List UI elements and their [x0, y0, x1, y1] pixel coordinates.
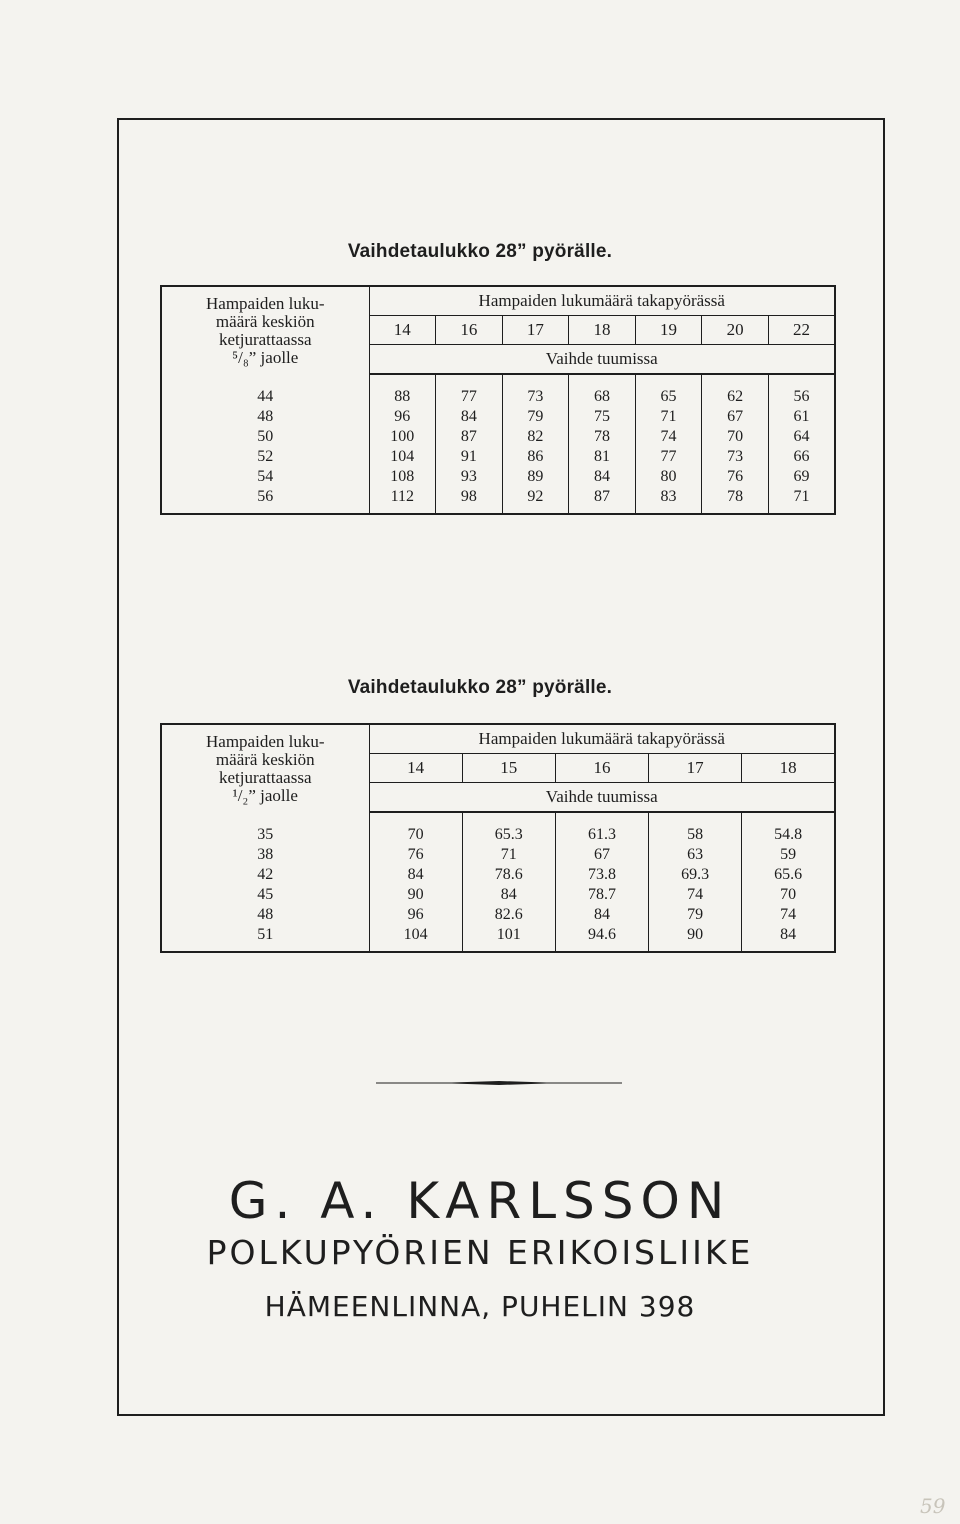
gear-value: 58 — [649, 812, 742, 845]
gear-value: 94.6 — [555, 925, 648, 952]
gear-value: 91 — [436, 447, 503, 467]
row-header-line: Hampaiden luku- — [206, 731, 325, 751]
gear-value: 56 — [768, 374, 835, 407]
gear-table-5-8 — [160, 285, 836, 515]
column-header: 19 — [635, 316, 702, 345]
table-row — [161, 905, 835, 925]
row-header-line: ⁵/₈” jaolle — [232, 347, 299, 367]
gear-value: 77 — [635, 447, 702, 467]
gear-value: 89 — [502, 467, 569, 487]
column-header: 15 — [462, 754, 555, 783]
shop-name: G. A. KARLSSON — [228, 1172, 732, 1230]
gear-value: 61.3 — [555, 812, 648, 845]
column-header: 17 — [649, 754, 742, 783]
table-1-title: Vaihdetaulukko 28” pyörälle. — [347, 241, 613, 262]
gear-value: 84 — [569, 467, 636, 487]
gear-table-1-2 — [160, 723, 836, 953]
gear-value: 100 — [390, 428, 415, 445]
column-header: 18 — [569, 316, 636, 345]
gear-value: 87 — [569, 487, 636, 514]
gear-value: 54.8 — [742, 812, 835, 845]
table-row — [161, 845, 835, 865]
gear-value: 64 — [768, 427, 835, 447]
row-header-line: ketjurattaassa — [218, 329, 312, 349]
table-row — [161, 885, 835, 905]
gear-value: 77 — [436, 374, 503, 407]
row-header-line: ¹/₂” jaolle — [232, 785, 298, 805]
gear-value: 75 — [569, 407, 636, 427]
table-row — [161, 487, 835, 514]
gear-value: 84 — [407, 866, 424, 883]
gear-value: 65.3 — [462, 812, 555, 845]
gear-value: 74 — [635, 427, 702, 447]
shop-address: HÄMEENLINNA, PUHELIN 398 — [264, 1290, 696, 1323]
group-header: Hampaiden lukumäärä takapyörässä — [369, 286, 835, 316]
row-key: 45 — [161, 885, 369, 905]
gear-value: 78.6 — [462, 865, 555, 885]
gear-value: 87 — [436, 427, 503, 447]
gear-value: 84 — [742, 925, 835, 952]
table-row — [161, 865, 835, 885]
gear-value: 68 — [569, 374, 636, 407]
column-header: 18 — [742, 754, 835, 783]
row-key: 52 — [161, 447, 369, 467]
gear-value: 74 — [649, 885, 742, 905]
gear-value: 84 — [462, 885, 555, 905]
column-header: 22 — [768, 316, 835, 345]
row-header-line: määrä keskiön — [215, 749, 315, 769]
gear-value: 90 — [407, 886, 424, 903]
column-header: 16 — [436, 316, 503, 345]
gear-value: 108 — [390, 468, 415, 485]
gear-value: 66 — [768, 447, 835, 467]
unit-header: Vaihde tuumissa — [369, 783, 835, 813]
gear-value: 84 — [436, 407, 503, 427]
page-number: 59 — [920, 1494, 946, 1518]
gear-value: 73.8 — [555, 865, 648, 885]
row-key: 48 — [161, 407, 369, 427]
gear-value: 69 — [768, 467, 835, 487]
gear-value: 90 — [649, 925, 742, 952]
gear-value: 96 — [394, 408, 411, 425]
table-row — [161, 925, 835, 952]
table-2-title: Vaihdetaulukko 28” pyörälle. — [347, 677, 613, 698]
gear-value: 81 — [569, 447, 636, 467]
group-header: Hampaiden lukumäärä takapyörässä — [369, 724, 835, 754]
unit-header: Vaihde tuumissa — [369, 345, 835, 375]
row-header-line: Hampaiden luku- — [206, 293, 325, 313]
gear-value: 70 — [407, 826, 424, 843]
row-key: 54 — [161, 467, 369, 487]
gear-value: 84 — [555, 905, 648, 925]
gear-value: 88 — [394, 388, 411, 405]
row-header-line: ketjurattaassa — [218, 767, 312, 787]
gear-value: 101 — [462, 925, 555, 952]
gear-value: 98 — [436, 487, 503, 514]
column-header: 20 — [702, 316, 769, 345]
gear-value: 76 — [407, 846, 424, 863]
gear-value: 65.6 — [742, 865, 835, 885]
row-header — [161, 286, 369, 374]
gear-value: 79 — [649, 905, 742, 925]
gear-value: 104 — [403, 926, 428, 943]
row-key: 35 — [161, 812, 369, 845]
gear-value: 67 — [555, 845, 648, 865]
column-header: 14 — [369, 754, 462, 783]
gear-value: 78.7 — [555, 885, 648, 905]
shop-subtitle: POLKUPYÖRIEN ERIKOISLIIKE — [206, 1233, 754, 1272]
gear-value: 73 — [702, 447, 769, 467]
row-key: 56 — [161, 487, 369, 514]
gear-value: 82 — [502, 427, 569, 447]
gear-value: 69.3 — [649, 865, 742, 885]
ornament-divider — [376, 1080, 622, 1086]
row-key: 38 — [161, 845, 369, 865]
table-row — [161, 812, 835, 845]
row-header-line: määrä keskiön — [215, 311, 315, 331]
gear-value: 62 — [702, 374, 769, 407]
table-row — [161, 447, 835, 467]
gear-value: 79 — [502, 407, 569, 427]
column-header: 16 — [555, 754, 648, 783]
gear-value: 65 — [635, 374, 702, 407]
gear-value: 61 — [768, 407, 835, 427]
table-row — [161, 427, 835, 447]
gear-value: 70 — [702, 427, 769, 447]
gear-value: 80 — [635, 467, 702, 487]
gear-value: 78 — [569, 427, 636, 447]
row-key: 42 — [161, 865, 369, 885]
gear-value: 82.6 — [462, 905, 555, 925]
row-key: 48 — [161, 905, 369, 925]
gear-value: 59 — [742, 845, 835, 865]
gear-value: 71 — [462, 845, 555, 865]
row-header — [161, 724, 369, 812]
gear-value: 93 — [436, 467, 503, 487]
gear-value: 71 — [635, 407, 702, 427]
gear-value: 112 — [390, 488, 414, 505]
gear-value: 73 — [502, 374, 569, 407]
gear-value: 104 — [390, 448, 415, 465]
table-row — [161, 374, 835, 407]
gear-value: 96 — [407, 906, 424, 923]
gear-value: 83 — [635, 487, 702, 514]
gear-value: 71 — [768, 487, 835, 514]
row-key: 44 — [161, 374, 369, 407]
gear-value: 86 — [502, 447, 569, 467]
gear-value: 70 — [742, 885, 835, 905]
table-row — [161, 407, 835, 427]
gear-value: 78 — [702, 487, 769, 514]
gear-value: 74 — [742, 905, 835, 925]
row-key: 51 — [161, 925, 369, 952]
gear-value: 63 — [649, 845, 742, 865]
gear-value: 67 — [702, 407, 769, 427]
gear-value: 92 — [502, 487, 569, 514]
column-header: 17 — [502, 316, 569, 345]
table-row — [161, 467, 835, 487]
column-header: 14 — [369, 316, 436, 345]
gear-value: 76 — [702, 467, 769, 487]
row-key: 50 — [161, 427, 369, 447]
